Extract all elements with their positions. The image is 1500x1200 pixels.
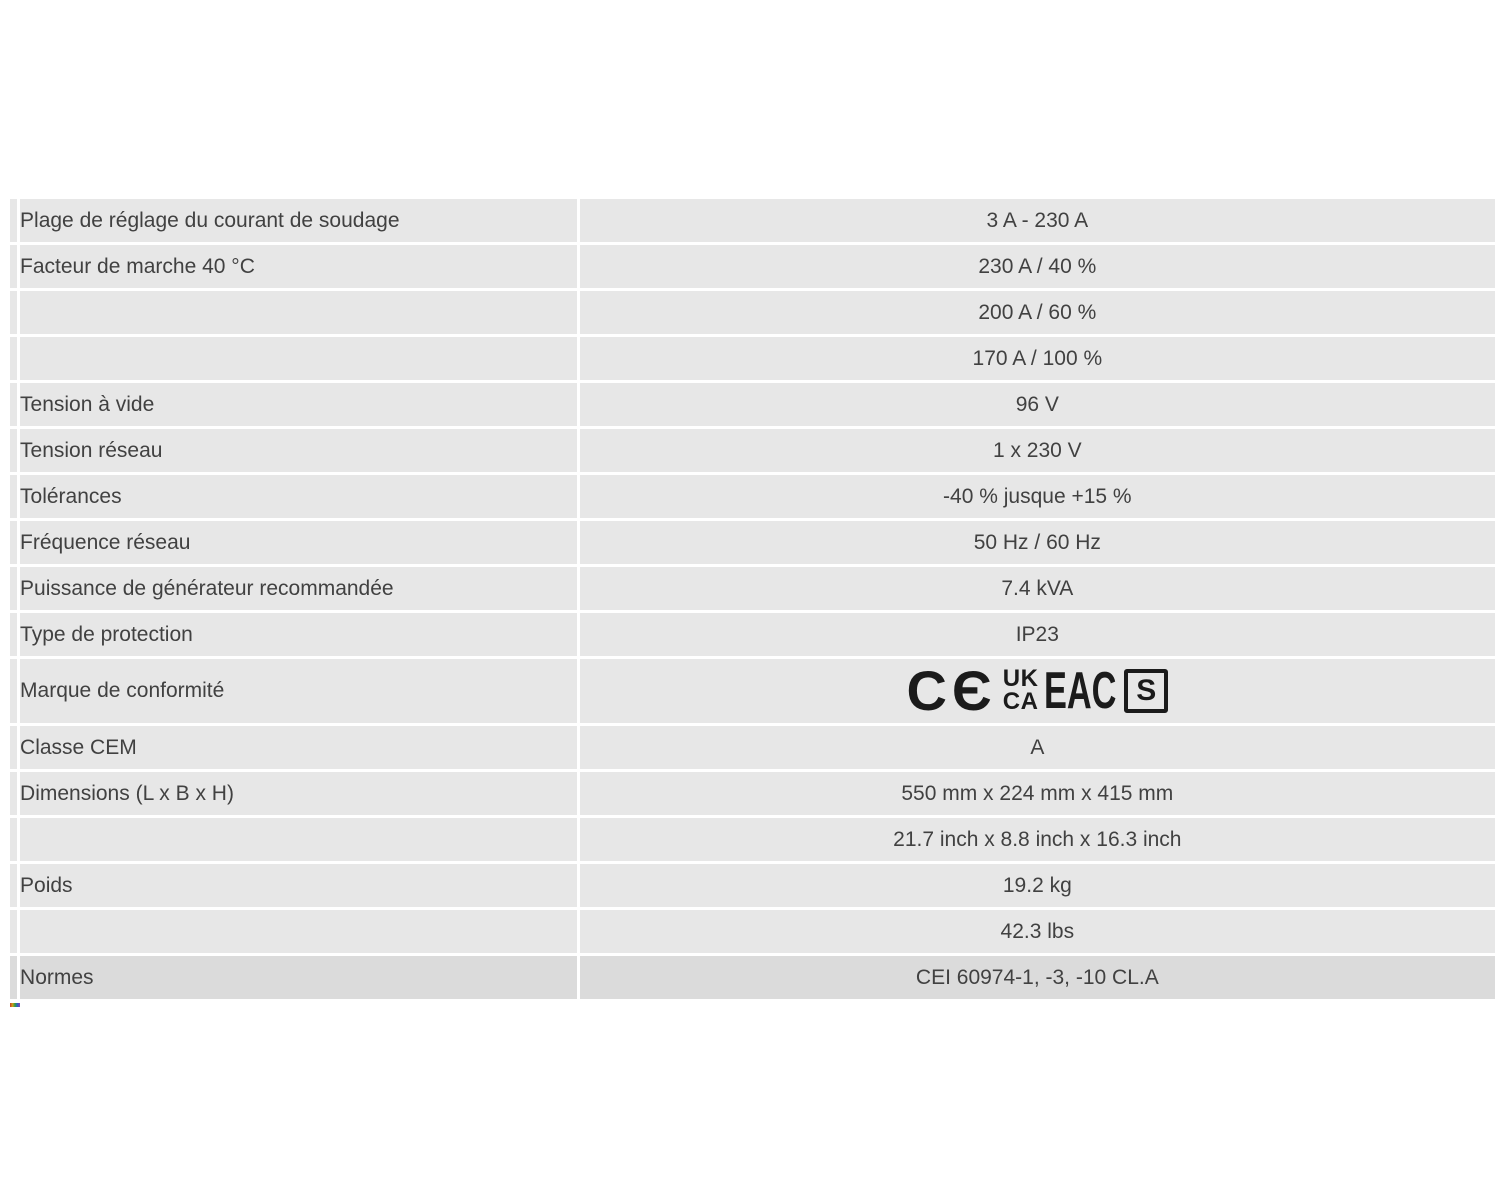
row-label: Puissance de générateur recommandée bbox=[20, 567, 577, 610]
row-accent-cell bbox=[10, 475, 17, 518]
row-value: 7.4 kVA bbox=[580, 567, 1495, 610]
row-value: 1 x 230 V bbox=[580, 429, 1495, 472]
row-label: Fréquence réseau bbox=[20, 521, 577, 564]
table-row bbox=[10, 199, 1495, 242]
row-value: IP23 bbox=[580, 613, 1495, 656]
row-label: Type de protection bbox=[20, 613, 577, 656]
render-artifact bbox=[10, 1003, 20, 1007]
row-accent-cell bbox=[10, 429, 17, 472]
conformity-marks bbox=[580, 659, 1495, 722]
table-row bbox=[10, 956, 1495, 999]
row-accent-cell bbox=[10, 567, 17, 610]
eac-mark-icon: EAC bbox=[1044, 662, 1117, 720]
ukca-mark-top: UK bbox=[1002, 665, 1039, 693]
row-accent-cell bbox=[10, 199, 17, 242]
row-accent-cell bbox=[10, 956, 17, 999]
row-value: 170 A / 100 % bbox=[580, 337, 1495, 380]
row-accent-cell bbox=[10, 864, 17, 907]
table-row bbox=[10, 383, 1495, 426]
row-accent-cell bbox=[10, 245, 17, 288]
table-row bbox=[10, 245, 1495, 288]
table-row bbox=[10, 864, 1495, 907]
row-accent-cell bbox=[10, 291, 17, 334]
table-row bbox=[10, 429, 1495, 472]
table-row bbox=[10, 567, 1495, 610]
row-label: Normes bbox=[20, 956, 577, 999]
row-label bbox=[20, 818, 577, 861]
row-accent-cell bbox=[10, 613, 17, 656]
row-accent-cell bbox=[10, 383, 17, 426]
row-label: Tolérances bbox=[20, 475, 577, 518]
row-value: 50 Hz / 60 Hz bbox=[580, 521, 1495, 564]
row-value: 96 V bbox=[580, 383, 1495, 426]
row-accent-cell bbox=[10, 726, 17, 769]
row-value: 3 A - 230 A bbox=[580, 199, 1495, 242]
row-value: A bbox=[580, 726, 1495, 769]
row-value: 42.3 lbs bbox=[580, 910, 1495, 953]
ukca-mark-icon bbox=[1002, 665, 1039, 715]
row-value: 200 A / 60 % bbox=[580, 291, 1495, 334]
table-row bbox=[10, 659, 1495, 723]
ce-mark-icon: CЄ bbox=[906, 659, 997, 722]
row-value: CEI 60974-1, -3, -10 CL.A bbox=[580, 956, 1495, 999]
row-value: 21.7 inch x 8.8 inch x 16.3 inch bbox=[580, 818, 1495, 861]
row-label: Poids bbox=[20, 864, 577, 907]
table-row bbox=[10, 291, 1495, 334]
row-accent-cell bbox=[10, 337, 17, 380]
row-value: -40 % jusque +15 % bbox=[580, 475, 1495, 518]
row-label: Tension réseau bbox=[20, 429, 577, 472]
row-label: Dimensions (L x B x H) bbox=[20, 772, 577, 815]
row-label bbox=[20, 337, 577, 380]
row-value: 19.2 kg bbox=[580, 864, 1495, 907]
row-label: Marque de conformité bbox=[20, 659, 577, 723]
table-row bbox=[10, 521, 1495, 564]
row-value: 550 mm x 224 mm x 415 mm bbox=[580, 772, 1495, 815]
table-row bbox=[10, 772, 1495, 815]
ukca-mark-bottom: CA bbox=[1002, 688, 1039, 715]
row-label: Classe CEM bbox=[20, 726, 577, 769]
row-label bbox=[20, 291, 577, 334]
row-label bbox=[20, 910, 577, 953]
table-row bbox=[10, 910, 1495, 953]
row-value bbox=[580, 659, 1495, 723]
row-accent-cell bbox=[10, 910, 17, 953]
table-row bbox=[10, 726, 1495, 769]
row-accent-cell bbox=[10, 521, 17, 564]
table-row bbox=[10, 613, 1495, 656]
row-value: 230 A / 40 % bbox=[580, 245, 1495, 288]
row-accent-cell bbox=[10, 818, 17, 861]
row-label: Tension à vide bbox=[20, 383, 577, 426]
table-row bbox=[10, 475, 1495, 518]
row-label: Plage de réglage du courant de soudage bbox=[20, 199, 577, 242]
s-mark-icon: S bbox=[1124, 669, 1168, 713]
row-accent-cell bbox=[10, 772, 17, 815]
row-label: Facteur de marche 40 °C bbox=[20, 245, 577, 288]
table-row bbox=[10, 337, 1495, 380]
spec-table bbox=[7, 196, 1498, 1002]
table-row bbox=[10, 818, 1495, 861]
row-accent-cell bbox=[10, 659, 17, 723]
